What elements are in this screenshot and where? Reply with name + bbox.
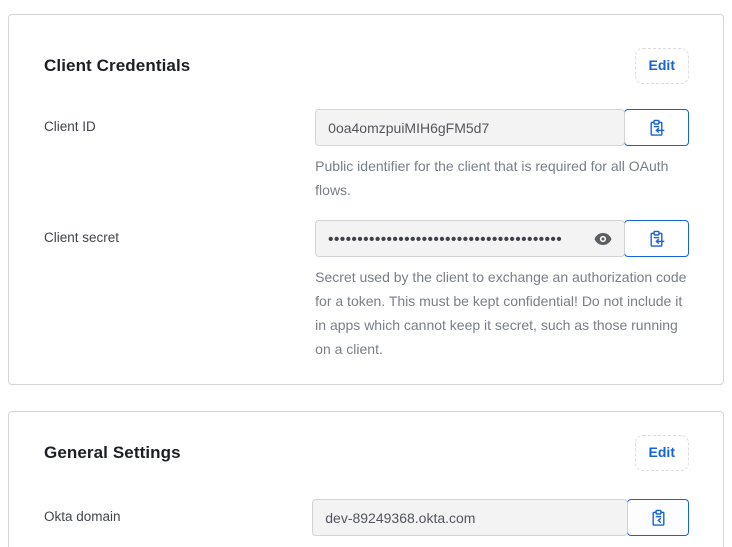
edit-focus-outline — [635, 435, 689, 471]
client-credentials-panel — [8, 14, 724, 385]
okta-domain-row — [44, 499, 689, 536]
client-id-input[interactable] — [315, 109, 625, 146]
general-settings-header — [44, 434, 689, 472]
client-id-value: 0oa4omzpuiMIH6gFM5d7 — [328, 119, 490, 136]
edit-client-credentials-link[interactable]: Edit — [648, 57, 675, 73]
copy-to-clipboard-icon — [648, 119, 665, 137]
client-secret-label: Client secret — [44, 230, 120, 245]
client-secret-input-group — [315, 220, 689, 257]
copy-okta-domain-button[interactable] — [627, 499, 689, 536]
client-id-label: Client ID — [44, 119, 96, 134]
client-id-field — [315, 109, 689, 202]
eye-icon — [594, 233, 612, 248]
show-secret-button[interactable] — [592, 231, 614, 247]
client-secret-input[interactable] — [315, 220, 625, 257]
edit-general-settings-link[interactable]: Edit — [648, 444, 675, 460]
copy-to-clipboard-icon — [650, 509, 667, 527]
client-secret-masked-value: •••••••••••••••••••••••••••••••••••••••• — [328, 231, 563, 248]
okta-domain-input-group — [312, 499, 689, 536]
okta-domain-input[interactable] — [312, 499, 628, 536]
client-credentials-header — [44, 47, 689, 85]
client-secret-description: Secret used by the client to exchange an authorization code for a token. This must be kept confidential! Do not include it in apps which cannot keep it secret, such as those running on a client. — [315, 269, 687, 357]
edit-focus-outline — [635, 48, 689, 84]
copy-client-secret-button[interactable] — [624, 220, 689, 257]
copy-to-clipboard-icon — [648, 230, 665, 248]
okta-domain-label: Okta domain — [44, 509, 121, 524]
okta-domain-field — [312, 499, 689, 536]
general-settings-title: General Settings — [44, 443, 181, 462]
client-id-description: Public identifier for the client that is required for all OAuth flows. — [315, 158, 669, 198]
copy-client-id-button[interactable] — [624, 109, 689, 146]
client-id-row — [44, 109, 689, 202]
okta-domain-value: dev-89249368.okta.com — [325, 509, 476, 526]
client-credentials-title: Client Credentials — [44, 56, 191, 75]
client-secret-row — [44, 220, 689, 361]
client-id-input-group — [315, 109, 689, 146]
client-secret-field — [315, 220, 689, 361]
general-settings-panel — [8, 411, 724, 547]
